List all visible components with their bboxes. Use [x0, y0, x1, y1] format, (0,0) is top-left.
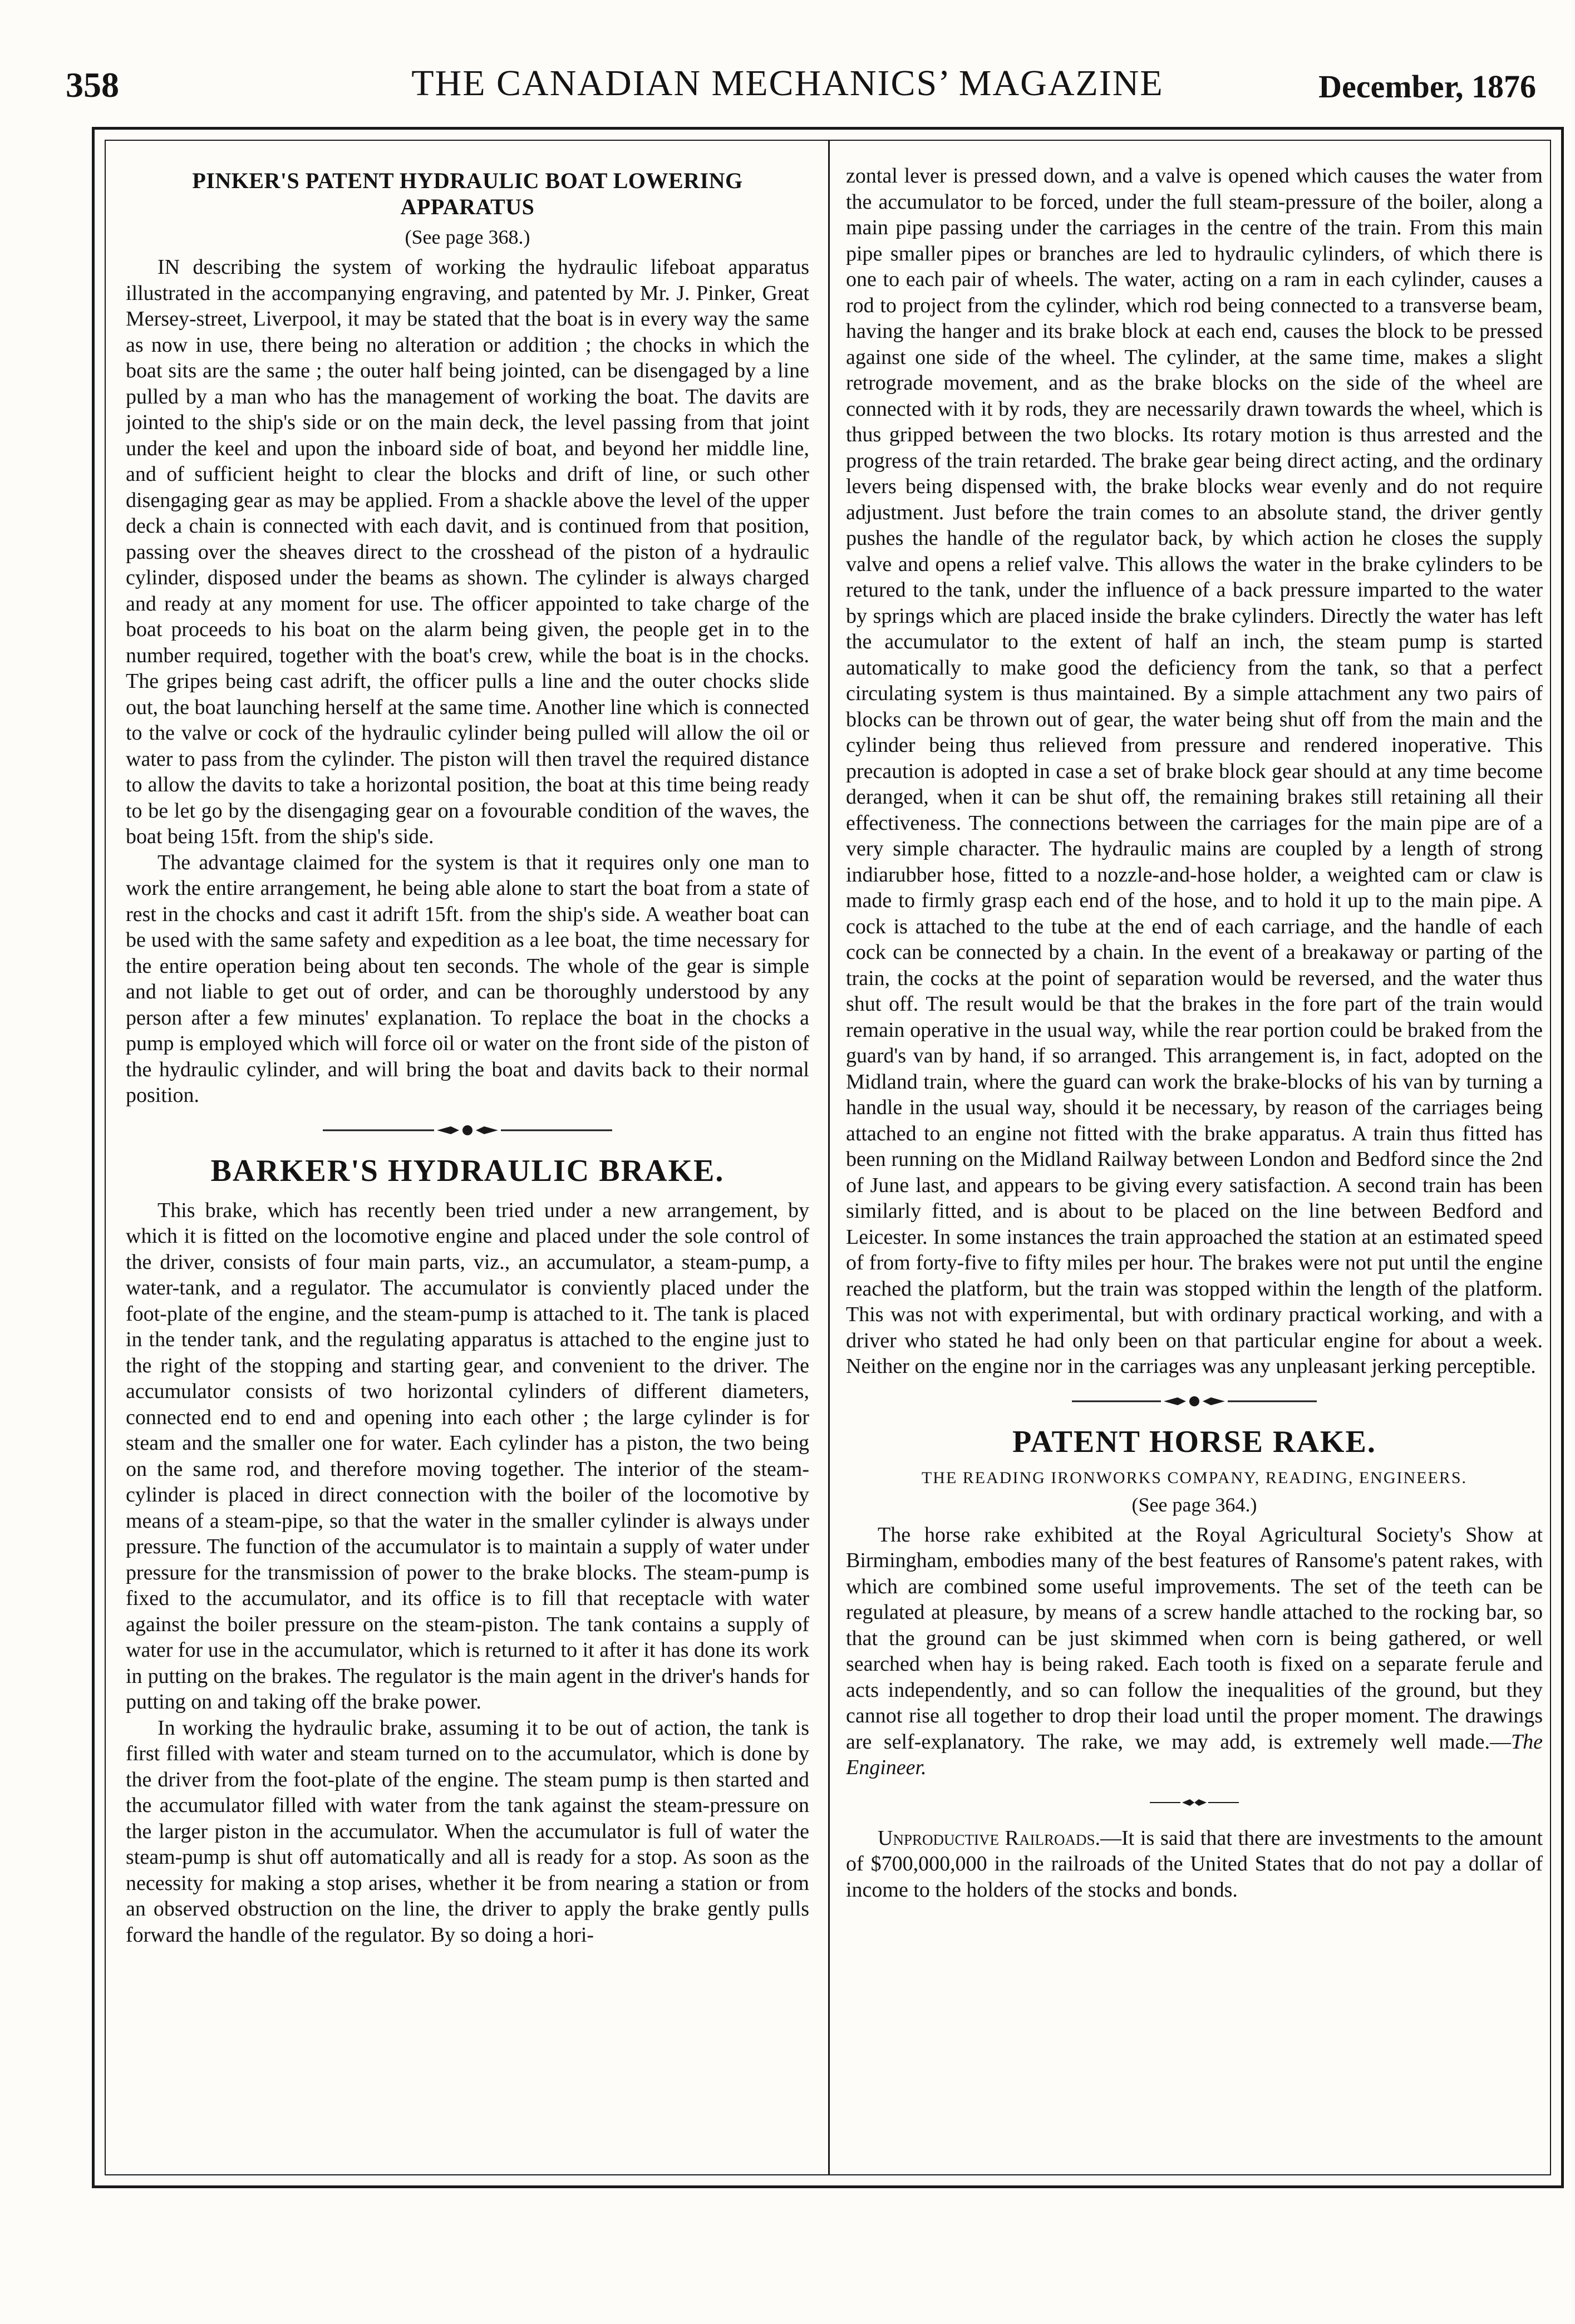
- left-column: [126, 163, 809, 2158]
- section-ornament-small: [846, 1794, 1543, 1816]
- source-credit: The Engineer.: [846, 1730, 1543, 1779]
- paragraph: [846, 1522, 1543, 1781]
- ornament-small-icon: [1150, 1794, 1239, 1811]
- right-column: [846, 163, 1543, 2158]
- article-title-boat-lowering: PINKER'S PATENT HYDRAULIC BOAT LOWERING APPARATUS: [192, 168, 743, 219]
- magazine-title: THE CANADIAN MECHANICS’ MAGAZINE: [411, 63, 1164, 104]
- see-page-note-2: (See page 364.): [1131, 1493, 1257, 1516]
- section-ornament: [126, 1122, 809, 1144]
- paragraph-continued: zontal lever is pressed down, and a valve is opened which causes the water from the accumulator to be forced, under the full steam-pressure of the boiler, along a main pipe passing under the carriages in the centre of the train. From this main pipe smaller pipes or branches are led to hydraulic cylinders, of which there is one to each pair of wheels. The water, acting on a ram in each cylinder, causes a rod to project from the cylinder, which rod being connected to a transverse beam, having the hanger and its brake block at each end, causes the block to be pressed against one side of the wheel. The cylinder, at the same time, makes a slight retrograde movement, and as the brake blocks on the side of the wheel are connected with it by rods, they are necessarily drawn towards the wheel, which is thus gripped between the two blocks. Its rotary motion is thus arrested and the progress of the train retarded. The brake gear being direct acting, and the ordinary levers being dispensed with, the brake blocks wear evenly and do not require adjustment. Just before the train comes to an absolute stand, the driver gently pushes the handle of the regulator back, by which action he closes the supply valve and opens a relief valve. This allows the water in the brake cylinders to be retured to the tank, under the influence of a back pressure imparted to the water by springs which are placed inside the brake cylinders. Directly the water has left the accumulator to the extent of half an inch, the steam pump is started automatically to make good the deficiency from the tank, so that a perfect circulating system is thus maintained. By a simple attachment any two pairs of blocks can be thrown out of gear, the water being shut off from the main and the cylinder being thus relieved from pressure and rendered inoperative. This precaution is adopted in case a set of brake block gear should at any time become deranged, when it can be shut off, the remaining brakes still retaining all their effectiveness. The connections between the carriages for the main pipe are of a very simple character. The hydraulic mains are coupled by a length of strong indiarubber hose, fitted to a nozzle-and-hose holder, a weighted cam or claw is made to firmly grasp each end of the hose, and to hold it up to the main pipe. A cock is attached to the tube at the end of each carriage, and the handle of each cock can be connected by a chain. In the event of a breakaway or parting of the train, the cocks at the point of separation would be reversed, and the water thus shut off. The result would be that the brakes in the fore part of the train would remain operative in the usual way, while the rear portion could be braked from the guard's van by hand, if so arranged. This arrangement is, in fact, adopted on the Midland train, where the guard can work the brake-blocks of his van by turning a handle in the usual way, should it be necessary, by reason of the carriages being attached to an engine not fitted with the brake apparatus. A train thus fitted has been running on the Midland Railway between London and Bedford since the 2nd of June last, and appears to be giving every satisfaction. A second train has been similarly fitted, and is about to be placed on the line between Bedford and Leicester. In some instances the train approached the station at an estimated speed of from forty-five to fifty miles per hour. The brakes were not put until the engine reached the platform, but the train was stopped within the length of the platform. This was not with experimental, but with ordinary practical working, and with a driver who stated he had only been on that particular engine for about a week. Neither on the engine nor in the carriages was any unpleasant jerking perceptible.: [846, 164, 1543, 1378]
- paragraph: The advantage claimed for the system is that it requires only one man to work the entire arrangement, he being able alone to start the boat from a state of rest in the chocks and cast it adrift 15ft. from the ship's side. A weather boat can be used with the same safety and expedition as a lee boat, the time necessary for the entire operation being about ten seconds. The whole of the gear is simple and not liable to get out of order, and can be thoroughly understood by any person after a few minutes' explanation. To replace the boat in the chocks a pump is employed which will force oil or water on the front side of the piston of the hydraulic cylinder, and will bring the boat and davits back to their normal position.: [126, 850, 809, 1107]
- page-frame: [92, 127, 1564, 2188]
- ornament-rule-icon: [1072, 1393, 1317, 1410]
- unproductive-railroads-body: —It is said that there are investments to the amount of $700,000,000 in the railroads of the United States that do not pay a dollar of income to the holders of the stocks and bonds.: [846, 1826, 1543, 1902]
- page-header: [0, 0, 1575, 111]
- issue-date: December, 1876: [1318, 68, 1536, 105]
- paragraph: In working the hydraulic brake, assuming it to be out of action, the tank is first filled with water and steam turned on to the accumulator, which is done by the driver from the foot-plate of the engine. The steam pump is then started and the accumulator filled with water from the tank against the steam-pressure on the larger piston in the accumulator. When the accumulator is full of water the steam-pump is shut off automatically and all is ready for a stop. As soon as the necessity for making a stop arises, whether it be from nearing a station or from an observed obstruction on the line, the driver to apply the brake gently pulls forward the handle of the regulator. By so doing a hori-: [126, 1716, 809, 1947]
- ornament-rule-icon: [323, 1122, 612, 1139]
- column-divider: [828, 141, 830, 2174]
- article-title-horse-rake: PATENT HORSE RAKE.: [1012, 1424, 1376, 1459]
- horse-rake-body: The horse rake exhibited at the Royal Agricultural Society's Show at Birmingham, embodies many of the best features of Ransome's patent rakes, with which are combined some useful improvements. The set of the teeth can be regulated at pleasure, by means of a screw handle attached to the rocking bar, so that the ground can be just skimmed when corn is being gathered, or well searched when hay is being raked. Each tooth is fixed on a separate ferule and acts independently, and so can follow the inequalities of the ground, but they cannot rise all together to drop their load until the proper moment. The drawings are self-explanatory. The rake, we may add, is extremely well made.—: [846, 1523, 1543, 1754]
- paragraph: [846, 1825, 1543, 1903]
- page-number: 358: [66, 65, 119, 105]
- paragraph: IN describing the system of working the hydraulic lifeboat apparatus illustrated in the accompanying engraving, and patented by Mr. J. Pinker, Great Mersey-street, Liverpool, it may be stated that the boat is in every way the same as now in use, there being no alteration or addition ; the chocks in which the boat sits are the same ; the outer half being jointed, can be disengaged by a line pulled by a man who has the management of working the boat. The davits are jointed to the ship's side or on the main deck, the level passing from that joint under the keel and upon the inboard side of boat, and beyond her middle line, and of sufficient height to clear the blocks and drift of line, or such other disengaging gear as may be applied. From a shackle above the level of the upper deck a chain is connected with each davit, and is continued from that position, passing over the sheaves direct to the crosshead of the piston of a hydraulic cylinder, disposed under the beams as shown. The cylinder is always charged and ready at any moment for use. The officer appointed to take charge of the boat proceeds to his boat on the alarm being given, the people get in to the number required, together with the boat's crew, while the boat is in the chocks. The gripes being cast adrift, the officer pulls a line and the outer chocks slide out, the boat launching herself at the same time. Another line which is connected to the valve or cock of the hydraulic cylinder being pulled will allow the oil or water to pass from the cylinder. The piston will then travel the required distance to allow the davits to take a horizontal position, the boat at this time being ready to be let go by the disengaging gear on a fovourable condition of the waves, the boat being 15ft. from the ship's side.: [126, 255, 809, 848]
- page-frame-inner: [105, 140, 1551, 2175]
- article-title-hydraulic-brake: BARKER'S HYDRAULIC BRAKE.: [210, 1153, 725, 1188]
- section-ornament: [846, 1393, 1543, 1415]
- see-page-note-1: (See page 368.): [405, 226, 530, 248]
- article-subtitle-horse-rake: THE READING IRONWORKS COMPANY, READING, ENGINEERS.: [921, 1468, 1468, 1487]
- lead-in-unproductive-railroads: Unproductive Railroads.: [878, 1826, 1101, 1850]
- paragraph: This brake, which has recently been tried under a new arrangement, by which it is fitted on the locomotive engine and placed under the sole control of the driver, consists of four main parts, viz., an accumulator, a steam-pump, a water-tank, and a regulator. The accumulator is conviently placed under the foot-plate of the engine, and the steam-pump is attached to it. The tank is placed in the tender tank, and the regulating apparatus is attached to the engine just to the right of the stopping and starting gear, and convenient to the driver. The accumulator consists of two horizontal cylinders of different diameters, connected end to end and opening into each other ; the large cylinder is for steam and the smaller one for water. Each cylinder has a piston, the two being on the same rod, and therefore moving together. The interior of the steam-cylinder is placed in direct connection with the boiler of the locomotive by means of a steam-pipe, so that the water in the smaller cylinder is always under pressure. The function of the accumulator is to maintain a supply of water under pressure for the transmission of power to the brake blocks. The steam-pump is fixed to the accumulator, and its office is to fill that receptacle with water against the boiler pressure on the steam-piston. The tank contains a supply of water for use in the accumulator, which is returned to it after it has done its work in putting on the brakes. The regulator is the main agent in the driver's hands for putting on and taking off the brake power.: [126, 1198, 809, 1714]
